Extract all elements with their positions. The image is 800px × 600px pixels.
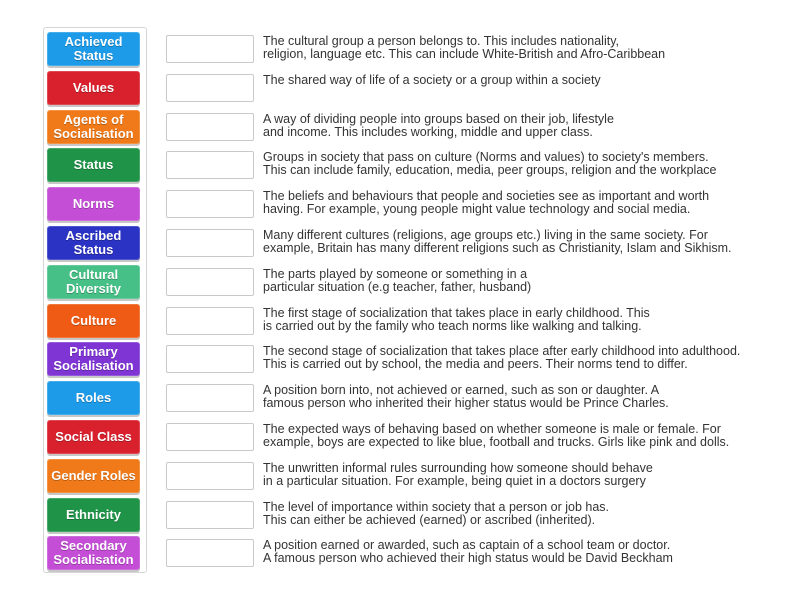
- term-tile-label: Social Class: [55, 429, 132, 444]
- term-tile[interactable]: [47, 265, 140, 299]
- term-tile-label: Ascribed Status: [65, 228, 122, 257]
- answer-drop-box[interactable]: [166, 345, 254, 373]
- term-tile-label: Culture: [70, 312, 117, 328]
- term-tile-label: Gender Roles: [51, 467, 136, 483]
- term-tile[interactable]: [47, 226, 140, 260]
- definition-text: A way of dividing people into groups based on their job, lifestyle and income. This includes working, middle and upper class.: [263, 111, 614, 139]
- answer-drop-box[interactable]: [166, 229, 254, 257]
- answer-drop-box[interactable]: [166, 501, 254, 529]
- definition-text: Many different cultures (religions, age groups etc.) living in the same society. For example, Britain has many different religions such as Christianity, Islam and Sikhism.: [263, 228, 732, 255]
- term-tile[interactable]: [47, 536, 140, 570]
- term-tile-label: Values: [72, 79, 115, 95]
- term-tile[interactable]: [47, 187, 140, 221]
- term-tile[interactable]: [47, 420, 140, 454]
- term-tile-label: Cultural Diversity: [66, 266, 121, 296]
- term-tile[interactable]: [47, 71, 140, 105]
- term-tile[interactable]: [47, 304, 140, 338]
- definition-text: The expected ways of behaving based on whether someone is male or female. For example, boys are expected to like blue, football and trucks. Girls like pink and dolls.: [263, 422, 730, 449]
- term-tile-label: Achieved Status: [64, 34, 123, 63]
- term-tile[interactable]: [47, 459, 140, 493]
- term-tile-label: Secondary Socialisation: [53, 538, 134, 568]
- definition-text: The second stage of socialization that takes place after early childhood into adulthood. This is carried out by school, the media and peers. Their norms tend to differ.: [263, 344, 741, 372]
- answer-drop-box[interactable]: [166, 539, 254, 567]
- answer-drop-box[interactable]: [166, 423, 254, 451]
- definition-text: The shared way of life of a society or a group within a society: [263, 72, 601, 87]
- term-tile-label: Primary Socialisation: [53, 344, 134, 374]
- term-tile[interactable]: [47, 381, 140, 415]
- answer-drop-box[interactable]: [166, 462, 254, 490]
- term-tile[interactable]: [47, 342, 140, 376]
- definition-text: The parts played by someone or something in a particular situation (e.g teacher, father, husband): [263, 266, 532, 294]
- answer-drop-box[interactable]: [166, 74, 254, 102]
- term-tile[interactable]: [47, 148, 140, 182]
- term-tile-label: Norms: [72, 196, 115, 212]
- answer-drop-box[interactable]: [166, 35, 254, 63]
- term-tile-label: Ethnicity: [66, 506, 121, 522]
- term-tile-label: Agents of Socialisation: [53, 111, 134, 141]
- definition-text: The level of importance within society that a person or job has. This can either be achieved (earned) or ascribed (inherited).: [263, 499, 610, 527]
- answer-drop-box[interactable]: [166, 307, 254, 335]
- definition-text: The cultural group a person belongs to. This includes nationality, religion, language etc. This can include White-British and Afro-Caribbean: [263, 34, 666, 61]
- definition-text: The unwritten informal rules surrounding how someone should behave in a particular situation. For example, being quiet in a doctors surgery: [263, 460, 653, 488]
- term-tile[interactable]: [47, 110, 140, 144]
- definition-text: The first stage of socialization that takes place in early childhood. This is carried out by the family who teach norms like walking and talking.: [263, 305, 650, 333]
- definition-text: Groups in society that pass on culture (Norms and values) to society's members. This can include family, education, media, peer groups, religion and the workplace: [263, 150, 717, 178]
- definition-text: A position earned or awarded, such as captain of a school team or doctor. A famous person who achieved their high status would be David Beckham: [263, 538, 673, 566]
- answer-drop-box[interactable]: [166, 190, 254, 218]
- definition-text: A position born into, not achieved or earned, such as son or daughter. A famous person who inherited their higher status would be Prince Charles.: [263, 383, 669, 411]
- term-tile-label: Roles: [75, 390, 112, 406]
- answer-drop-box[interactable]: [166, 384, 254, 412]
- answer-drop-box[interactable]: [166, 113, 254, 141]
- answer-drop-box[interactable]: [166, 268, 254, 296]
- definition-text: The beliefs and behaviours that people and societies see as important and worth having. For example, young people might value technology and social media.: [263, 189, 710, 217]
- term-tile[interactable]: [47, 498, 140, 532]
- term-tile[interactable]: [47, 32, 140, 66]
- term-tile-label: Status: [73, 157, 114, 173]
- answer-drop-box[interactable]: [166, 151, 254, 179]
